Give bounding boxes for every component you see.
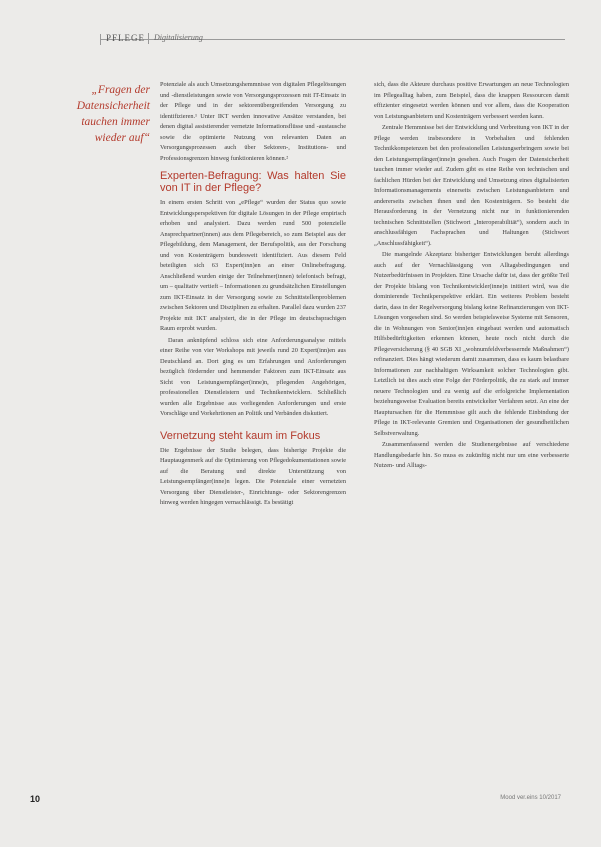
- subsection-label: Digitalisierung: [154, 33, 203, 42]
- paragraph: Die mangelnde Akzeptanz bisheriger Entwicklungen beruht allerdings auch auf der Vernachlässigung von Alltagsbedingungen und Nutzerbedürfnissen in Projekten. Eine Ursache dafür ist, dass der größte Teil der Projekte bislang von Technikentwickler(inne)n initiiert wird, was die dominierende Technikperspektive erklärt. Ein weiteres Problem besteht darin, dass in der Regelversorgung bislang keine Refinanzierungen von IKT-Lösungen vorgesehen sind. So werden beispielsweise Systeme mit Sensoren, die in Wohnungen von Senior(inn)en eingebaut werden und automatisch Hilfsbedürftigkeiten erkennen können, heute noch nicht durch die Pflegeversicherung (§ 40 SGB XI „wohnumfeldverbessernde Maßnahmen“) refinanziert. Dies hängt wiederum damit zusammen, dass es kaum belastbare Informationen zur nachhaltigen Wirksamkeit solcher Technologien gibt. Letztlich ist dies auch eine Folge der Förderpolitik, die zu stark auf immer neuere Technologien und zu wenig auf die erfolgreiche Implementation beziehungsweise Evaluation bereits entwickelter Verfahren setzt. An eine der Hauptursachen für die Hemmnisse gilt auch die fehlende Einbindung der Pflege in IKT-relevante Gremien und Organisationen der gesundheitlichen Selbstverwaltung.: [374, 251, 569, 437]
- paragraph: Die Ergebnisse der Studie belegen, dass bisherige Projekte die Hauptaugenmerk auf die Optimierung von Pflegedokumentationen sowie auf die Beratung und direkte Unterstützung von Leistungsempfänger(inne)n legen. Die Potenziale einer vernetzten Versorgung über Dienstleister-, Einrichtungs- oder Sektorengrenzen hinweg werden hingegen vernachlässigt. Es bestätigt: [160, 446, 346, 506]
- section-heading: Vernetzung steht kaum im Fokus: [160, 429, 321, 442]
- pull-quote: „Fragen der Datensicherheit tauchen immer wieder auf“: [76, 84, 150, 144]
- paragraph: Zusammenfassend werden die Studienergebnisse auf verschiedene Handlungsbedarfe hin. So muss es zukünftig nicht nur um eine verbesserte Nutzen- und Alltags-: [374, 441, 569, 469]
- paragraph: sich, dass die Akteure durchaus positive Erwartungen an neue Technologien im Pflegealltag haben, zum Beispiel, dass die knappen Ressourcen damit effizienter eingesetzt werden können und vor allem, dass die Kooperation von Leistungsanbietern und Kostenträgern verbessert werden kann.: [374, 81, 569, 120]
- header-separator: [148, 33, 149, 44]
- paragraph: In einem ersten Schritt von „ePflege“ wurden der Status quo sowie Entwicklungsperspektiven für digitale Lösungen in der Pflege empirisch erhoben und analysiert. Dazu werden rund 500 potenzielle Ansprechpartner(innen) aus dem Pflegebereich, so zum Beispiel aus der Pflegebildung, dem Management, der Berufspolitik, aus der Forschung und von Kostenträgern bundesweit identifiziert. Aus diesem Feld beteiligten sich 63 Expert(inn)en an einer Onlinebefragung. Anschließend wurden einige der Teilnehmer(innen) telefonisch befragt, um – qualitativ vertieft – Informationen zu grundsätzlichen Einstellungen zum IKT-Einsatz in der Versorgung sowie zu Schnittstellenproblemen zwischen Sektoren und Disziplinen zu erhalten. Parallel dazu wurden 237 Projekte mit IKT analysiert, die in der Pflege im deutschsprachigen Raum erprobt wurden.: [160, 199, 346, 332]
- text-column-right: [374, 80, 569, 473]
- paragraph: Zentrale Hemmnisse bei der Entwicklung und Verbreitung von IKT in der Pflege werden insbesondere in Vorbehalten und fehlenden Technikkompetenzen bei den professionellen Leistungserbringern sowie bei den Leistungsempfänger(inne)n gesehen. Auch Fragen der Datensicherheit tauchen immer wieder auf. Zudem gibt es eine Reihe von technischen und fachlichen Hürden bei der Entwicklung und Umsetzung eines digitalisierten Informationsmanagements einerseits zwischen Leistungsanbietern und andererseits zwischen ihnen und den Kostenträgern. So besteht die Herausforderung in der Vernetzung nicht nur in funktionierenden technischen Schnittstellen (Stichwort „Interoperabilität“), sondern auch in anschlussfähigen Fachsprachen und Haltungen (Stichwort „Anschlussfähigkeit“).: [374, 124, 569, 247]
- page-number: 10: [30, 794, 41, 804]
- section-heading: Experten-Befragung: Was halten Sie von IT in der Pflege?: [160, 170, 346, 194]
- text-column-left: [160, 80, 346, 510]
- section-label: PFLEGE: [106, 33, 146, 43]
- paragraph: Daran anknüpfend schloss sich eine Anforderungsanalyse mittels einer Reihe von vier Workshops mit jeweils rund 20 Expert(inn)en aus Deutschland an. Dort ging es um Erfahrungen und Anforderungen bezüglich fördernder und hemmender Faktoren zum IKT-Einsatz aus Sicht von Leistungsempfänger(inne)n, pflegenden Angehörigen, professionellen Dienstleistern und Technikentwicklern. Schließlich wurden alle Ergebnisse aus vorliegenden Anforderungen und erste Vorschläge und Vorkehrtionen an Politik und Verbänden diskutiert.: [160, 336, 346, 417]
- paragraph: Potenziale als auch Umsetzungshemmnisse von digitalen Pflegelösungen und -dienstleistungen sowie von Versorgungsprozessen mit IT-Einsatz in der Pflege und in der sektorenübergreifenden Versorgung zu identifizieren.¹ Unter IKT werden innovative Ansätze verstanden, bei denen digital assistierender vernetzte Informationsflüsse und -austausche sowie die optimierte Nutzung von relevanten Daten an Versorgungsprozessen auch über Sektoren-, Institutions- und Professionsgrenzen hinweg funktionieren können.²: [160, 81, 346, 162]
- journal-footer: Mood ver.eins 10/2017: [500, 795, 561, 801]
